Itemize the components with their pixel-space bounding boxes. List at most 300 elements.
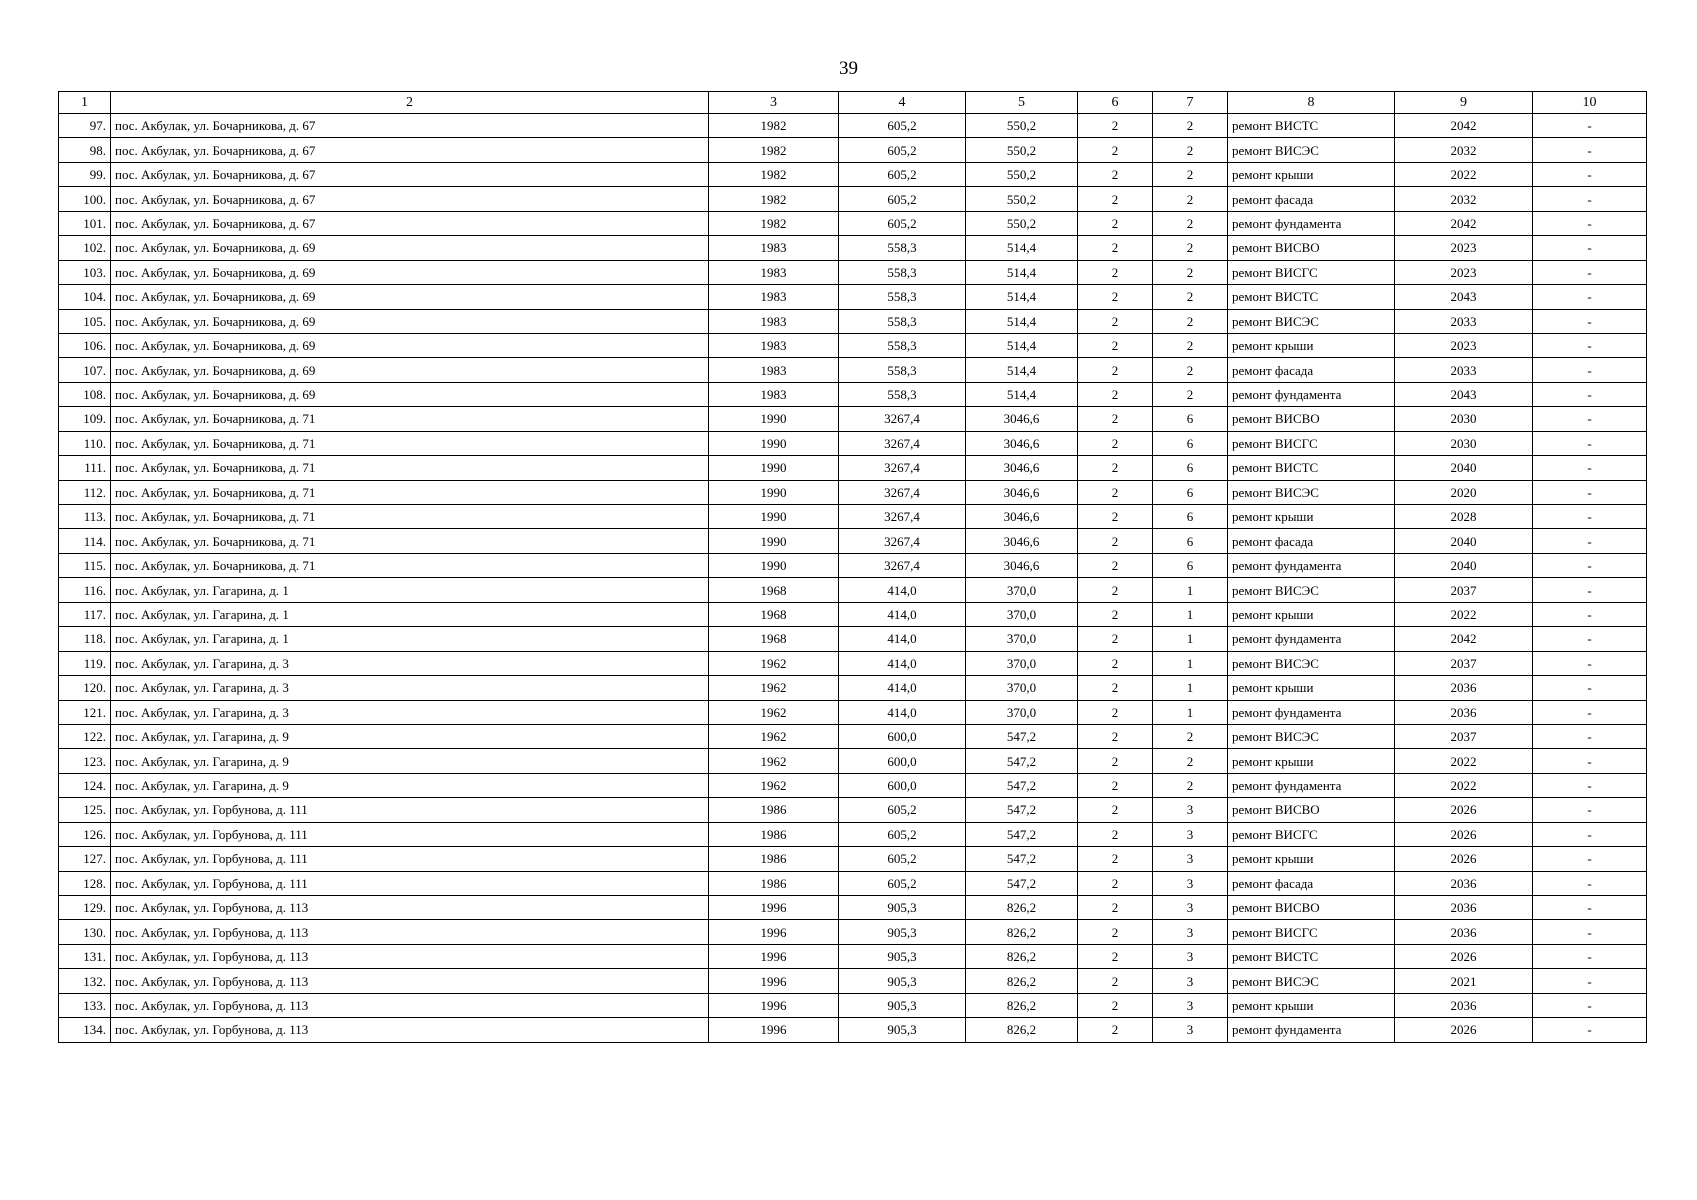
column-header: 6 [1078,92,1153,114]
living-area-cell: 3046,6 [966,505,1078,529]
year-built-cell: 1990 [709,505,839,529]
floors-cell: 2 [1153,724,1228,748]
floors-cell: 1 [1153,651,1228,675]
total-area-cell: 558,3 [839,260,966,284]
row-number-cell: 131. [59,944,111,968]
year-built-cell: 1982 [709,138,839,162]
year-built-cell: 1990 [709,407,839,431]
category-cell: 2 [1078,187,1153,211]
table-row [59,480,1647,504]
total-area-cell: 414,0 [839,602,966,626]
planned-year-cell: 2033 [1395,358,1533,382]
floors-cell: 3 [1153,822,1228,846]
note-cell: - [1533,333,1647,357]
living-area-cell: 3046,6 [966,407,1078,431]
table-row [59,333,1647,357]
category-cell: 2 [1078,211,1153,235]
table-row [59,505,1647,529]
planned-year-cell: 2026 [1395,944,1533,968]
category-cell: 2 [1078,920,1153,944]
year-built-cell: 1990 [709,456,839,480]
total-area-cell: 414,0 [839,627,966,651]
living-area-cell: 547,2 [966,847,1078,871]
note-cell: - [1533,773,1647,797]
table-body [59,114,1647,1043]
planned-year-cell: 2023 [1395,236,1533,260]
category-cell: 2 [1078,676,1153,700]
living-area-cell: 547,2 [966,773,1078,797]
note-cell: - [1533,553,1647,577]
row-number-cell: 100. [59,187,111,211]
total-area-cell: 605,2 [839,871,966,895]
note-cell: - [1533,187,1647,211]
floors-cell: 2 [1153,285,1228,309]
living-area-cell: 514,4 [966,260,1078,284]
planned-year-cell: 2032 [1395,187,1533,211]
planned-year-cell: 2023 [1395,333,1533,357]
floors-cell: 3 [1153,871,1228,895]
work-type-cell: ремонт ВИСЭС [1228,138,1395,162]
note-cell: - [1533,358,1647,382]
year-built-cell: 1983 [709,333,839,357]
work-type-cell: ремонт ВИСВО [1228,407,1395,431]
row-number-cell: 101. [59,211,111,235]
living-area-cell: 826,2 [966,969,1078,993]
work-type-cell: ремонт ВИСЭС [1228,578,1395,602]
address-cell: пос. Акбулак, ул. Горбунова, д. 111 [111,798,709,822]
row-number-cell: 128. [59,871,111,895]
work-type-cell: ремонт фасада [1228,358,1395,382]
total-area-cell: 905,3 [839,944,966,968]
row-number-cell: 103. [59,260,111,284]
category-cell: 2 [1078,236,1153,260]
address-cell: пос. Акбулак, ул. Гагарина, д. 3 [111,676,709,700]
note-cell: - [1533,162,1647,186]
planned-year-cell: 2037 [1395,724,1533,748]
work-type-cell: ремонт крыши [1228,333,1395,357]
table-row [59,553,1647,577]
planned-year-cell: 2037 [1395,651,1533,675]
table-row [59,431,1647,455]
living-area-cell: 550,2 [966,187,1078,211]
total-area-cell: 605,2 [839,847,966,871]
year-built-cell: 1962 [709,773,839,797]
column-header: 1 [59,92,111,114]
row-number-cell: 106. [59,333,111,357]
year-built-cell: 1996 [709,920,839,944]
planned-year-cell: 2037 [1395,578,1533,602]
floors-cell: 6 [1153,529,1228,553]
year-built-cell: 1983 [709,382,839,406]
table-row [59,602,1647,626]
total-area-cell: 558,3 [839,358,966,382]
work-type-cell: ремонт ВИСТС [1228,944,1395,968]
year-built-cell: 1983 [709,260,839,284]
category-cell: 2 [1078,431,1153,455]
category-cell: 2 [1078,602,1153,626]
table-row [59,651,1647,675]
note-cell: - [1533,700,1647,724]
note-cell: - [1533,407,1647,431]
work-type-cell: ремонт ВИСВО [1228,896,1395,920]
category-cell: 2 [1078,651,1153,675]
work-type-cell: ремонт фундамента [1228,773,1395,797]
note-cell: - [1533,676,1647,700]
living-area-cell: 550,2 [966,162,1078,186]
row-number-cell: 97. [59,114,111,138]
table-row [59,749,1647,773]
row-number-cell: 107. [59,358,111,382]
category-cell: 2 [1078,285,1153,309]
note-cell: - [1533,651,1647,675]
table-row [59,627,1647,651]
table-row [59,260,1647,284]
address-cell: пос. Акбулак, ул. Бочарникова, д. 69 [111,260,709,284]
total-area-cell: 905,3 [839,920,966,944]
row-number-cell: 132. [59,969,111,993]
address-cell: пос. Акбулак, ул. Бочарникова, д. 67 [111,138,709,162]
table-row [59,138,1647,162]
work-type-cell: ремонт фасада [1228,871,1395,895]
note-cell: - [1533,285,1647,309]
total-area-cell: 3267,4 [839,553,966,577]
floors-cell: 6 [1153,431,1228,455]
category-cell: 2 [1078,529,1153,553]
row-number-cell: 111. [59,456,111,480]
total-area-cell: 605,2 [839,798,966,822]
planned-year-cell: 2033 [1395,309,1533,333]
floors-cell: 1 [1153,578,1228,602]
table-row [59,211,1647,235]
total-area-cell: 3267,4 [839,456,966,480]
floors-cell: 2 [1153,211,1228,235]
planned-year-cell: 2040 [1395,529,1533,553]
planned-year-cell: 2036 [1395,896,1533,920]
note-cell: - [1533,969,1647,993]
work-type-cell: ремонт крыши [1228,993,1395,1017]
living-area-cell: 3046,6 [966,529,1078,553]
planned-year-cell: 2022 [1395,749,1533,773]
note-cell: - [1533,236,1647,260]
table-row [59,407,1647,431]
row-number-cell: 129. [59,896,111,920]
row-number-cell: 102. [59,236,111,260]
planned-year-cell: 2026 [1395,798,1533,822]
note-cell: - [1533,578,1647,602]
total-area-cell: 605,2 [839,138,966,162]
total-area-cell: 3267,4 [839,529,966,553]
floors-cell: 2 [1153,162,1228,186]
living-area-cell: 826,2 [966,1018,1078,1042]
floors-cell: 6 [1153,456,1228,480]
table-row [59,773,1647,797]
category-cell: 2 [1078,456,1153,480]
table-row [59,676,1647,700]
address-cell: пос. Акбулак, ул. Бочарникова, д. 67 [111,211,709,235]
year-built-cell: 1983 [709,285,839,309]
floors-cell: 2 [1153,333,1228,357]
note-cell: - [1533,431,1647,455]
table-row [59,724,1647,748]
work-type-cell: ремонт ВИСЭС [1228,480,1395,504]
category-cell: 2 [1078,773,1153,797]
living-area-cell: 3046,6 [966,480,1078,504]
row-number-cell: 130. [59,920,111,944]
living-area-cell: 3046,6 [966,456,1078,480]
address-cell: пос. Акбулак, ул. Бочарникова, д. 71 [111,480,709,504]
total-area-cell: 414,0 [839,651,966,675]
row-number-cell: 121. [59,700,111,724]
address-cell: пос. Акбулак, ул. Бочарникова, д. 67 [111,162,709,186]
total-area-cell: 605,2 [839,114,966,138]
category-cell: 2 [1078,1018,1153,1042]
category-cell: 2 [1078,969,1153,993]
work-type-cell: ремонт ВИСЭС [1228,969,1395,993]
living-area-cell: 514,4 [966,333,1078,357]
category-cell: 2 [1078,847,1153,871]
note-cell: - [1533,847,1647,871]
work-type-cell: ремонт крыши [1228,749,1395,773]
total-area-cell: 905,3 [839,1018,966,1042]
total-area-cell: 414,0 [839,700,966,724]
floors-cell: 2 [1153,382,1228,406]
row-number-cell: 113. [59,505,111,529]
note-cell: - [1533,505,1647,529]
work-type-cell: ремонт крыши [1228,847,1395,871]
category-cell: 2 [1078,798,1153,822]
total-area-cell: 558,3 [839,236,966,260]
page-number: 39 [839,58,858,79]
note-cell: - [1533,920,1647,944]
note-cell: - [1533,1018,1647,1042]
year-built-cell: 1968 [709,627,839,651]
category-cell: 2 [1078,382,1153,406]
note-cell: - [1533,627,1647,651]
work-type-cell: ремонт фундамента [1228,1018,1395,1042]
living-area-cell: 3046,6 [966,553,1078,577]
total-area-cell: 600,0 [839,724,966,748]
year-built-cell: 1986 [709,798,839,822]
floors-cell: 1 [1153,676,1228,700]
category-cell: 2 [1078,553,1153,577]
category-cell: 2 [1078,944,1153,968]
note-cell: - [1533,896,1647,920]
address-cell: пос. Акбулак, ул. Горбунова, д. 111 [111,871,709,895]
address-cell: пос. Акбулак, ул. Гагарина, д. 1 [111,602,709,626]
note-cell: - [1533,724,1647,748]
living-area-cell: 514,4 [966,358,1078,382]
table-row [59,456,1647,480]
address-cell: пос. Акбулак, ул. Гагарина, д. 1 [111,627,709,651]
living-area-cell: 514,4 [966,236,1078,260]
floors-cell: 2 [1153,773,1228,797]
living-area-cell: 370,0 [966,676,1078,700]
living-area-cell: 826,2 [966,896,1078,920]
total-area-cell: 605,2 [839,822,966,846]
total-area-cell: 605,2 [839,187,966,211]
planned-year-cell: 2022 [1395,773,1533,797]
work-type-cell: ремонт ВИСГС [1228,822,1395,846]
category-cell: 2 [1078,822,1153,846]
row-number-cell: 112. [59,480,111,504]
floors-cell: 6 [1153,505,1228,529]
table-row [59,896,1647,920]
living-area-cell: 547,2 [966,749,1078,773]
planned-year-cell: 2023 [1395,260,1533,284]
address-cell: пос. Акбулак, ул. Горбунова, д. 113 [111,944,709,968]
table-row [59,529,1647,553]
year-built-cell: 1968 [709,602,839,626]
row-number-cell: 98. [59,138,111,162]
row-number-cell: 120. [59,676,111,700]
work-type-cell: ремонт крыши [1228,505,1395,529]
living-area-cell: 826,2 [966,993,1078,1017]
floors-cell: 2 [1153,236,1228,260]
total-area-cell: 600,0 [839,749,966,773]
year-built-cell: 1990 [709,480,839,504]
note-cell: - [1533,260,1647,284]
address-cell: пос. Акбулак, ул. Бочарникова, д. 71 [111,456,709,480]
living-area-cell: 550,2 [966,211,1078,235]
year-built-cell: 1996 [709,969,839,993]
header-row [59,92,1647,114]
floors-cell: 3 [1153,993,1228,1017]
category-cell: 2 [1078,162,1153,186]
table-row [59,578,1647,602]
table-row [59,920,1647,944]
planned-year-cell: 2036 [1395,920,1533,944]
category-cell: 2 [1078,627,1153,651]
row-number-cell: 108. [59,382,111,406]
work-type-cell: ремонт фундамента [1228,553,1395,577]
total-area-cell: 414,0 [839,676,966,700]
year-built-cell: 1983 [709,309,839,333]
note-cell: - [1533,382,1647,406]
year-built-cell: 1990 [709,529,839,553]
planned-year-cell: 2042 [1395,114,1533,138]
address-cell: пос. Акбулак, ул. Бочарникова, д. 67 [111,187,709,211]
row-number-cell: 117. [59,602,111,626]
planned-year-cell: 2036 [1395,993,1533,1017]
work-type-cell: ремонт ВИСВО [1228,236,1395,260]
address-cell: пос. Акбулак, ул. Бочарникова, д. 69 [111,309,709,333]
table-row [59,798,1647,822]
living-area-cell: 550,2 [966,114,1078,138]
category-cell: 2 [1078,749,1153,773]
planned-year-cell: 2026 [1395,822,1533,846]
address-cell: пос. Акбулак, ул. Бочарникова, д. 71 [111,431,709,455]
floors-cell: 2 [1153,114,1228,138]
row-number-cell: 127. [59,847,111,871]
row-number-cell: 134. [59,1018,111,1042]
address-cell: пос. Акбулак, ул. Гагарина, д. 1 [111,578,709,602]
year-built-cell: 1968 [709,578,839,602]
floors-cell: 3 [1153,847,1228,871]
work-type-cell: ремонт крыши [1228,676,1395,700]
row-number-cell: 116. [59,578,111,602]
year-built-cell: 1962 [709,676,839,700]
table-row [59,847,1647,871]
address-cell: пос. Акбулак, ул. Гагарина, д. 3 [111,700,709,724]
category-cell: 2 [1078,896,1153,920]
year-built-cell: 1996 [709,944,839,968]
living-area-cell: 547,2 [966,724,1078,748]
floors-cell: 2 [1153,187,1228,211]
row-number-cell: 104. [59,285,111,309]
planned-year-cell: 2040 [1395,456,1533,480]
table-row [59,871,1647,895]
planned-year-cell: 2028 [1395,505,1533,529]
address-cell: пос. Акбулак, ул. Бочарникова, д. 71 [111,529,709,553]
planned-year-cell: 2042 [1395,211,1533,235]
category-cell: 2 [1078,407,1153,431]
column-header: 9 [1395,92,1533,114]
work-type-cell: ремонт ВИСГС [1228,260,1395,284]
year-built-cell: 1962 [709,724,839,748]
table-row [59,1018,1647,1042]
total-area-cell: 558,3 [839,333,966,357]
note-cell: - [1533,529,1647,553]
table-row [59,822,1647,846]
address-cell: пос. Акбулак, ул. Бочарникова, д. 69 [111,285,709,309]
floors-cell: 1 [1153,627,1228,651]
living-area-cell: 370,0 [966,627,1078,651]
address-cell: пос. Акбулак, ул. Горбунова, д. 113 [111,896,709,920]
category-cell: 2 [1078,114,1153,138]
planned-year-cell: 2036 [1395,700,1533,724]
table-row [59,993,1647,1017]
year-built-cell: 1962 [709,700,839,724]
address-cell: пос. Акбулак, ул. Бочарникова, д. 71 [111,553,709,577]
address-cell: пос. Акбулак, ул. Бочарникова, д. 69 [111,358,709,382]
planned-year-cell: 2026 [1395,1018,1533,1042]
work-type-cell: ремонт ВИСВО [1228,798,1395,822]
floors-cell: 6 [1153,553,1228,577]
registry-table [58,91,1647,1043]
note-cell: - [1533,749,1647,773]
address-cell: пос. Акбулак, ул. Горбунова, д. 113 [111,920,709,944]
year-built-cell: 1990 [709,553,839,577]
living-area-cell: 514,4 [966,309,1078,333]
work-type-cell: ремонт фундамента [1228,382,1395,406]
note-cell: - [1533,602,1647,626]
row-number-cell: 125. [59,798,111,822]
table-row [59,162,1647,186]
work-type-cell: ремонт ВИСЭС [1228,724,1395,748]
row-number-cell: 126. [59,822,111,846]
row-number-cell: 105. [59,309,111,333]
category-cell: 2 [1078,138,1153,162]
living-area-cell: 547,2 [966,798,1078,822]
year-built-cell: 1982 [709,211,839,235]
work-type-cell: ремонт фундамента [1228,627,1395,651]
year-built-cell: 1982 [709,162,839,186]
living-area-cell: 370,0 [966,700,1078,724]
table-row [59,358,1647,382]
planned-year-cell: 2036 [1395,676,1533,700]
planned-year-cell: 2040 [1395,553,1533,577]
living-area-cell: 370,0 [966,602,1078,626]
total-area-cell: 414,0 [839,578,966,602]
floors-cell: 1 [1153,700,1228,724]
category-cell: 2 [1078,871,1153,895]
column-header: 4 [839,92,966,114]
total-area-cell: 3267,4 [839,480,966,504]
work-type-cell: ремонт фундамента [1228,211,1395,235]
row-number-cell: 124. [59,773,111,797]
planned-year-cell: 2036 [1395,871,1533,895]
year-built-cell: 1962 [709,651,839,675]
